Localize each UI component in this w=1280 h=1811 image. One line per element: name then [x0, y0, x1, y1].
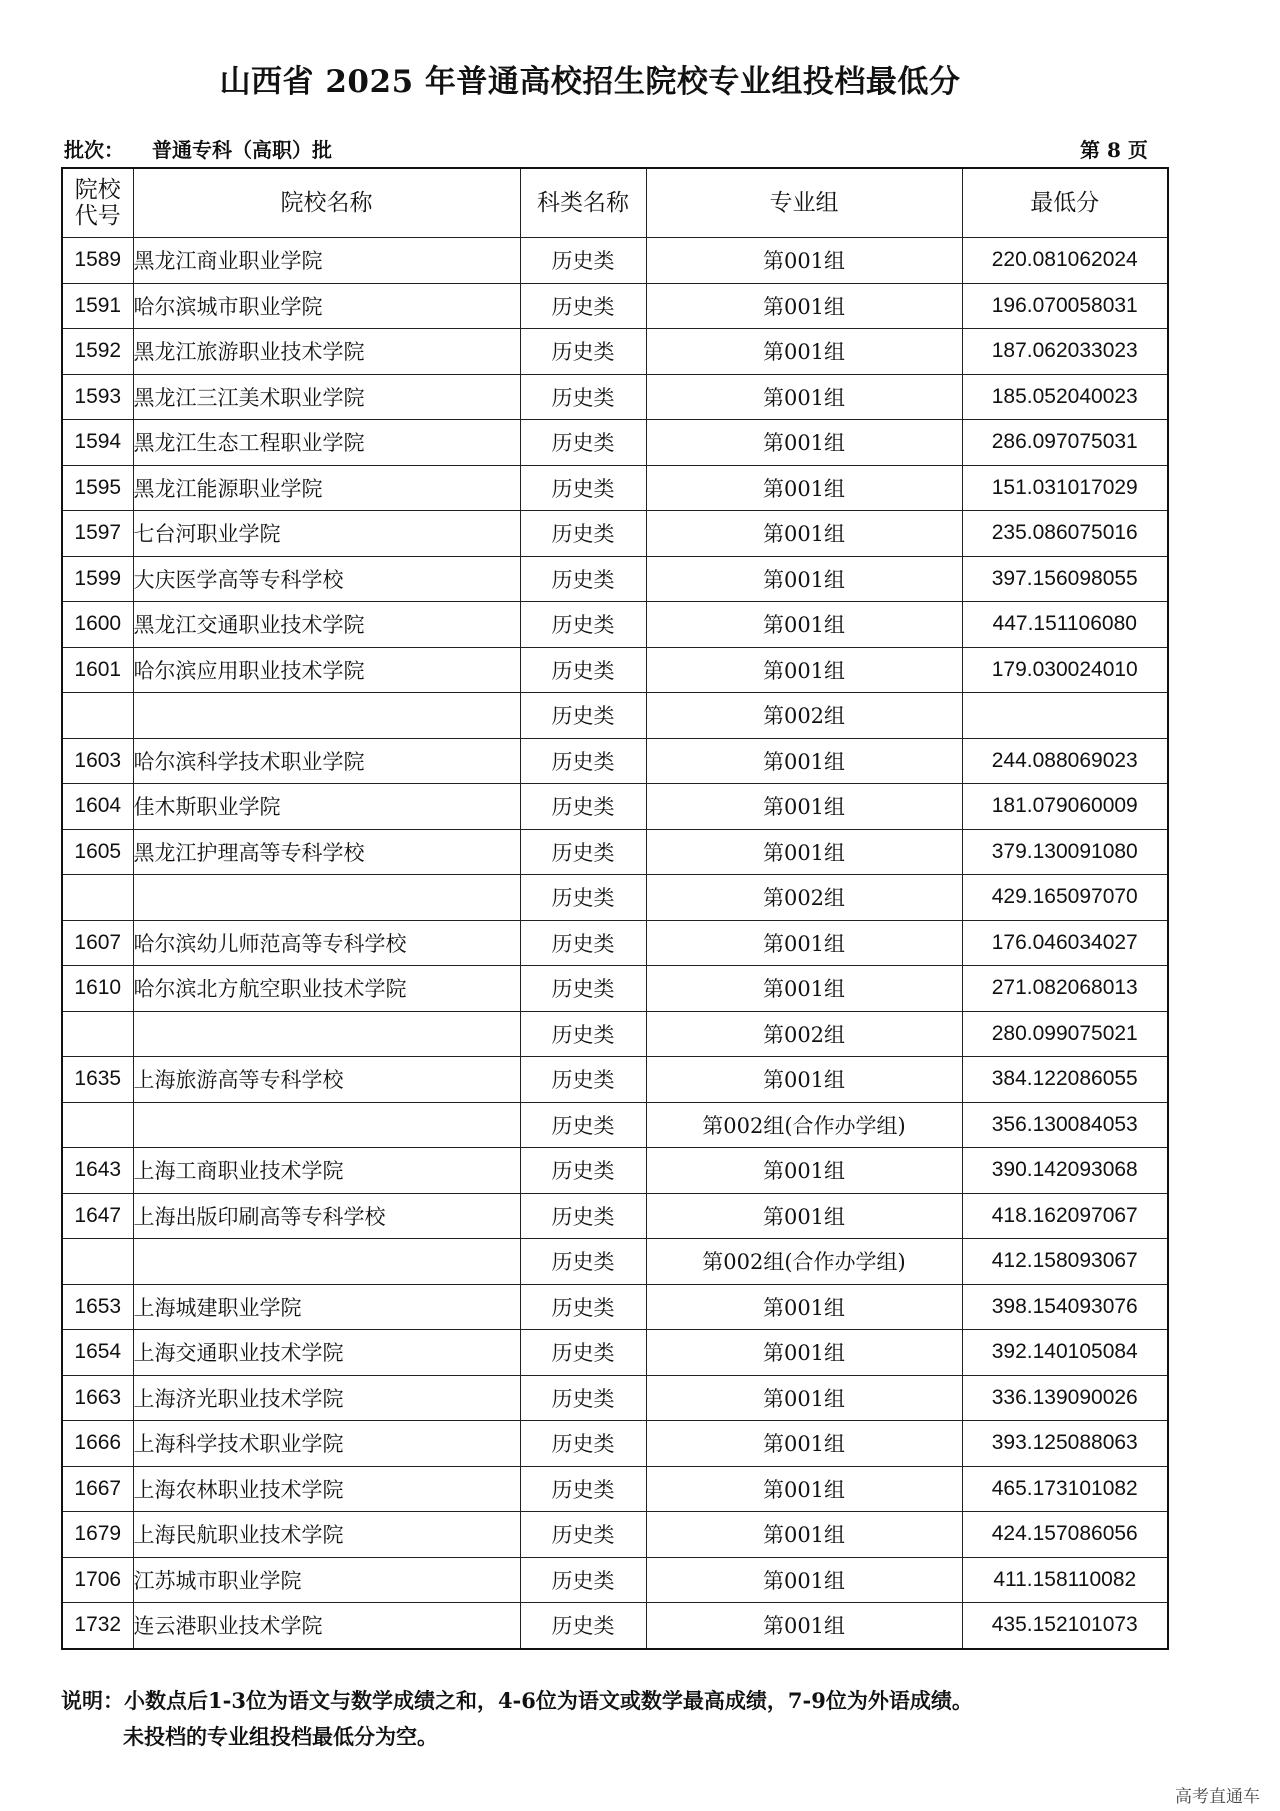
table-row: [62, 1603, 1168, 1649]
cell-name: 上海出版印刷高等专科学校: [133, 1193, 520, 1239]
table-row: [62, 1375, 1168, 1421]
cell-subject: 历史类: [520, 238, 646, 284]
cell-name: 黑龙江生态工程职业学院: [133, 420, 520, 466]
cell-score: 418.162097067: [962, 1193, 1168, 1239]
cell-name: 黑龙江三江美术职业学院: [133, 374, 520, 420]
cell-name: [133, 1011, 520, 1057]
cell-name: 黑龙江商业职业学院: [133, 238, 520, 284]
cell-group: 第001组: [646, 1603, 962, 1649]
cell-group: 第001组: [646, 784, 962, 830]
cell-group: 第001组: [646, 329, 962, 375]
table-row: [62, 1330, 1168, 1376]
cell-name: 上海工商职业技术学院: [133, 1148, 520, 1194]
cell-name: [133, 1239, 520, 1285]
cell-subject: 历史类: [520, 784, 646, 830]
cell-code: 1663: [62, 1375, 133, 1421]
cell-subject: 历史类: [520, 511, 646, 557]
cell-score: 429.165097070: [962, 875, 1168, 921]
table-row: [62, 329, 1168, 375]
cell-name: [133, 693, 520, 739]
table-row: [62, 1148, 1168, 1194]
cell-group: 第001组: [646, 1330, 962, 1376]
cell-code: 1592: [62, 329, 133, 375]
cell-group: 第001组: [646, 738, 962, 784]
cell-name: 上海农林职业技术学院: [133, 1466, 520, 1512]
cell-name: 上海旅游高等专科学校: [133, 1057, 520, 1103]
table-row: [62, 693, 1168, 739]
cell-code: 1599: [62, 556, 133, 602]
table-row: [62, 511, 1168, 557]
cell-subject: 历史类: [520, 602, 646, 648]
cell-name: 哈尔滨应用职业技术学院: [133, 647, 520, 693]
cell-name: 佳木斯职业学院: [133, 784, 520, 830]
cell-subject: 历史类: [520, 738, 646, 784]
cell-code: 1605: [62, 829, 133, 875]
table-row: [62, 420, 1168, 466]
table-row: [62, 738, 1168, 784]
cell-name: 上海城建职业学院: [133, 1284, 520, 1330]
cell-group: 第001组: [646, 374, 962, 420]
cell-code: 1593: [62, 374, 133, 420]
cell-group: 第001组: [646, 1148, 962, 1194]
cell-name: 黑龙江交通职业技术学院: [133, 602, 520, 648]
cell-name: [133, 875, 520, 921]
cell-code: 1666: [62, 1421, 133, 1467]
table-row: [62, 1102, 1168, 1148]
table-row: [62, 875, 1168, 921]
cell-group: 第001组: [646, 283, 962, 329]
cell-score: 280.099075021: [962, 1011, 1168, 1057]
table-header-row: [62, 168, 1168, 238]
cell-group: 第001组: [646, 920, 962, 966]
cell-subject: 历史类: [520, 875, 646, 921]
cell-score: 151.031017029: [962, 465, 1168, 511]
cell-subject: 历史类: [520, 647, 646, 693]
cell-name: 上海民航职业技术学院: [133, 1512, 520, 1558]
cell-score: [962, 693, 1168, 739]
cell-group: 第001组: [646, 602, 962, 648]
cell-score: 392.140105084: [962, 1330, 1168, 1376]
cell-group: 第002组(合作办学组): [646, 1102, 962, 1148]
cell-name: 上海交通职业技术学院: [133, 1330, 520, 1376]
table-row: [62, 829, 1168, 875]
cell-subject: 历史类: [520, 465, 646, 511]
cell-code: 1594: [62, 420, 133, 466]
cell-code: 1595: [62, 465, 133, 511]
cell-score: 411.158110082: [962, 1557, 1168, 1603]
cell-group: 第001组: [646, 966, 962, 1012]
cell-group: 第002组(合作办学组): [646, 1239, 962, 1285]
table-row: [62, 602, 1168, 648]
table-row: [62, 465, 1168, 511]
cell-score: 271.082068013: [962, 966, 1168, 1012]
table-row: [62, 283, 1168, 329]
cell-subject: 历史类: [520, 420, 646, 466]
cell-name: 上海济光职业技术学院: [133, 1375, 520, 1421]
cell-score: 187.062033023: [962, 329, 1168, 375]
cell-score: 465.173101082: [962, 1466, 1168, 1512]
cell-score: 286.097075031: [962, 420, 1168, 466]
page-title: 山西省 2025 年普通高校招生院校专业组投档最低分: [219, 64, 961, 100]
cell-name: 哈尔滨城市职业学院: [133, 283, 520, 329]
cell-score: 384.122086055: [962, 1057, 1168, 1103]
header-group: 专业组: [646, 168, 962, 238]
cell-code: 1601: [62, 647, 133, 693]
cell-group: 第001组: [646, 1466, 962, 1512]
table-row: [62, 1557, 1168, 1603]
cell-subject: 历史类: [520, 1193, 646, 1239]
table-row: [62, 1057, 1168, 1103]
cell-code: 1635: [62, 1057, 133, 1103]
table-row: [62, 238, 1168, 284]
cell-code: 1679: [62, 1512, 133, 1558]
batch-value: 普通专科（高职）批: [152, 138, 332, 162]
cell-score: 185.052040023: [962, 374, 1168, 420]
header-score: 最低分: [962, 168, 1168, 238]
cell-name: 哈尔滨科学技术职业学院: [133, 738, 520, 784]
cell-name: 哈尔滨幼儿师范高等专科学校: [133, 920, 520, 966]
cell-subject: 历史类: [520, 1603, 646, 1649]
cell-code: 1643: [62, 1148, 133, 1194]
cell-subject: 历史类: [520, 283, 646, 329]
table-row: [62, 1284, 1168, 1330]
cell-subject: 历史类: [520, 966, 646, 1012]
cell-name: 黑龙江能源职业学院: [133, 465, 520, 511]
cell-group: 第001组: [646, 829, 962, 875]
table-row: [62, 1466, 1168, 1512]
cell-group: 第001组: [646, 556, 962, 602]
cell-name: 黑龙江护理高等专科学校: [133, 829, 520, 875]
table-row: [62, 784, 1168, 830]
cell-code: 1667: [62, 1466, 133, 1512]
cell-group: 第001组: [646, 1193, 962, 1239]
table-row: [62, 647, 1168, 693]
cell-score: 235.086075016: [962, 511, 1168, 557]
cell-subject: 历史类: [520, 374, 646, 420]
cell-subject: 历史类: [520, 1011, 646, 1057]
cell-name: 连云港职业技术学院: [133, 1603, 520, 1649]
cell-code: 1591: [62, 283, 133, 329]
cell-group: 第001组: [646, 465, 962, 511]
cell-score: 397.156098055: [962, 556, 1168, 602]
cell-subject: 历史类: [520, 556, 646, 602]
cell-group: 第001组: [646, 1512, 962, 1558]
cell-code: 1603: [62, 738, 133, 784]
table-row: [62, 556, 1168, 602]
table-row: [62, 1239, 1168, 1285]
note-line-1: 说明：小数点后1-3位为语文与数学成绩之和，4-6位为语文或数学最高成绩，7-9位为外语成绩。: [61, 1688, 973, 1713]
cell-code: 1732: [62, 1603, 133, 1649]
cell-subject: 历史类: [520, 1239, 646, 1285]
cell-subject: 历史类: [520, 1148, 646, 1194]
table-row: [62, 966, 1168, 1012]
cell-code: [62, 1239, 133, 1285]
table-row: [62, 374, 1168, 420]
note-line-2: 未投档的专业组投档最低分为空。: [123, 1724, 438, 1749]
cell-group: 第001组: [646, 420, 962, 466]
cell-score: 196.070058031: [962, 283, 1168, 329]
cell-group: 第001组: [646, 1284, 962, 1330]
cell-subject: 历史类: [520, 1102, 646, 1148]
cell-score: 181.079060009: [962, 784, 1168, 830]
cell-name: 七台河职业学院: [133, 511, 520, 557]
cell-score: 390.142093068: [962, 1148, 1168, 1194]
cell-subject: 历史类: [520, 1284, 646, 1330]
cell-subject: 历史类: [520, 920, 646, 966]
cell-score: 398.154093076: [962, 1284, 1168, 1330]
cell-subject: 历史类: [520, 1421, 646, 1467]
cell-group: 第001组: [646, 647, 962, 693]
cell-score: 412.158093067: [962, 1239, 1168, 1285]
cell-code: 1610: [62, 966, 133, 1012]
cell-score: 220.081062024: [962, 238, 1168, 284]
cell-group: 第001组: [646, 1557, 962, 1603]
cell-code: 1604: [62, 784, 133, 830]
cell-group: 第001组: [646, 1057, 962, 1103]
table-row: [62, 1512, 1168, 1558]
cell-score: 176.046034027: [962, 920, 1168, 966]
cell-group: 第002组: [646, 875, 962, 921]
cell-subject: 历史类: [520, 829, 646, 875]
cell-code: 1706: [62, 1557, 133, 1603]
cell-group: 第002组: [646, 1011, 962, 1057]
cell-score: 356.130084053: [962, 1102, 1168, 1148]
cell-group: 第001组: [646, 511, 962, 557]
cell-subject: 历史类: [520, 1512, 646, 1558]
cell-code: [62, 875, 133, 921]
notes: [61, 1683, 973, 1755]
cell-score: 435.152101073: [962, 1603, 1168, 1649]
cell-code: 1654: [62, 1330, 133, 1376]
batch-label: 批次：: [64, 138, 124, 162]
cell-subject: 历史类: [520, 329, 646, 375]
table-row: [62, 920, 1168, 966]
cell-score: 424.157086056: [962, 1512, 1168, 1558]
cell-subject: 历史类: [520, 1375, 646, 1421]
cell-code: 1607: [62, 920, 133, 966]
cell-code: [62, 1011, 133, 1057]
cell-code: 1647: [62, 1193, 133, 1239]
cell-code: [62, 693, 133, 739]
cell-code: 1600: [62, 602, 133, 648]
cell-name: 江苏城市职业学院: [133, 1557, 520, 1603]
cell-group: 第001组: [646, 1375, 962, 1421]
page-number: 第 8 页: [1080, 138, 1148, 162]
cell-group: 第001组: [646, 1421, 962, 1467]
header-subject: 科类名称: [520, 168, 646, 238]
watermark: 高考直通车: [1175, 1787, 1260, 1807]
cell-group: 第001组: [646, 238, 962, 284]
table-row: [62, 1421, 1168, 1467]
cell-name: 黑龙江旅游职业技术学院: [133, 329, 520, 375]
cell-subject: 历史类: [520, 1466, 646, 1512]
cell-score: 393.125088063: [962, 1421, 1168, 1467]
cell-score: 179.030024010: [962, 647, 1168, 693]
cell-subject: 历史类: [520, 1557, 646, 1603]
cell-score: 244.088069023: [962, 738, 1168, 784]
cell-code: 1597: [62, 511, 133, 557]
cell-subject: 历史类: [520, 693, 646, 739]
cell-subject: 历史类: [520, 1057, 646, 1103]
cell-name: 哈尔滨北方航空职业技术学院: [133, 966, 520, 1012]
cell-name: 上海科学技术职业学院: [133, 1421, 520, 1467]
table-row: [62, 1011, 1168, 1057]
cell-subject: 历史类: [520, 1330, 646, 1376]
cell-code: 1589: [62, 238, 133, 284]
admission-score-table: [61, 167, 1169, 1650]
cell-code: [62, 1102, 133, 1148]
header-code-label: 院校 代号: [74, 176, 121, 229]
cell-code: 1653: [62, 1284, 133, 1330]
header-name: 院校名称: [133, 168, 520, 238]
cell-group: 第002组: [646, 693, 962, 739]
cell-score: 379.130091080: [962, 829, 1168, 875]
cell-score: 336.139090026: [962, 1375, 1168, 1421]
header-code: [62, 168, 133, 238]
cell-name: [133, 1102, 520, 1148]
cell-score: 447.151106080: [962, 602, 1168, 648]
cell-name: 大庆医学高等专科学校: [133, 556, 520, 602]
table-row: [62, 1193, 1168, 1239]
